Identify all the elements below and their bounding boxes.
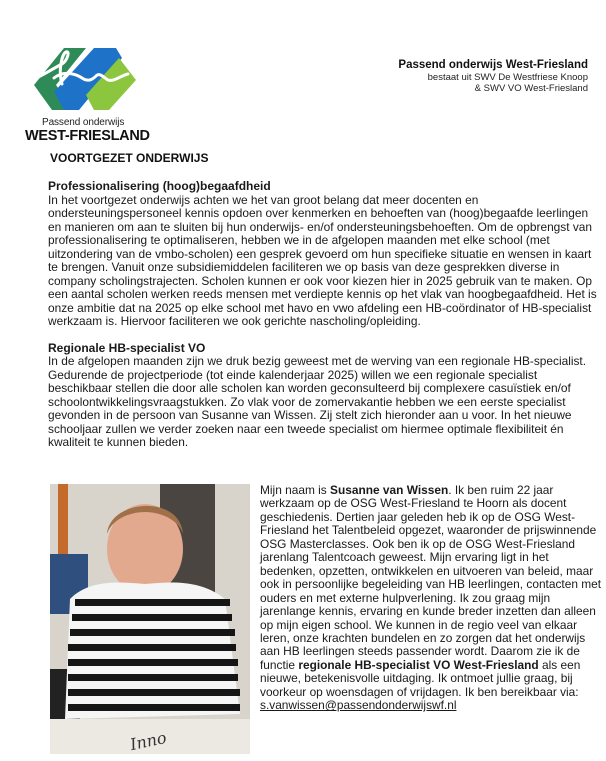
organization-line-1: bestaat uit SWV De Westfriese Knoop	[427, 72, 588, 83]
section-heading-professionalisering: Professionalisering (hoog)begaafdheid	[48, 179, 271, 193]
bio-intro: Mijn naam is	[260, 483, 331, 497]
main-content	[48, 180, 604, 450]
section-body-professionalisering: In het voortgezet onderwijs achten we het van groot belang dat meer docenten en ondersteuningspersoneel kennis opdoen over kenmerken en behoeften van (hoog)begaafde leerlingen en manieren om aan te sluiten bij hun onderwijs- en/of ondersteuningsbehoeften. Om de opbrengst van professionalisering te optimaliseren, hebben we in de afgelopen maanden met elke school (met uitzondering van de vmbo-scholen) een gesprek gevoerd om hun specifieke situatie en wensen in kaart te brengen. Vanuit onze subsidiemiddelen faciliteren we op basis van deze gesprekken diverse in company scholingstrajecten. Scholen kunnen er ook voor kiezen hier in 2025 gebruik van te maken. Op een aantal scholen werken reeds mensen met verdiepte kennis op het vlak van hoogbegaafdheid. Het is onze ambitie dat na 2025 op elke school met havo en vwo afdeling een HB-coördinator of HB-specialist werkzaam is. Hiervoor faciliteren we ook gerichte nascholing/opleiding.	[48, 192, 597, 328]
profile-bio	[260, 484, 606, 713]
bio-name: Susanne van Wissen	[330, 483, 449, 497]
organization-name: Passend onderwijs West-Friesland	[398, 59, 588, 71]
profile-photo	[50, 484, 250, 754]
section-title: VOORTGEZET ONDERWIJS	[50, 151, 209, 165]
section-body-hb-specialist: In de afgelopen maanden zijn we druk bezig geweest met de werving van een regionale HB-specialist. Gedurende de projectperiode (tot einde kalenderjaar 2025) willen we een regionale specialist beschikbaar stellen die door alle scholen kan worden geconsulteerd bij complexere casuïstiek en/of schoolontwikkelingsvraagstukken. Zo vlak voor de zomervakantie hebben we een eerste specialist gevonden in de persoon van Susanne van Wissen. Zij stelt zich hieronder aan u voor. In het nieuwe schooljaar zullen we verder zoeken naar een tweede specialist om hiermee optimale flexibiliteit én kwaliteit te kunnen bieden.	[48, 354, 587, 449]
passend-onderwijs-logo-icon	[24, 40, 139, 115]
bio-text-2: als een nieuwe, betekenisvolle uitdaging. Ik ontmoet jullie graag, bij voorkeur op woensdagen of vrijdagen. Ik ben bereikbaar via:	[260, 657, 581, 699]
svg-text:Inno: Inno	[128, 727, 169, 754]
section-heading-hb-specialist: Regionale HB-specialist VO	[48, 340, 206, 355]
logo-subtitle: Passend onderwijs	[42, 117, 125, 128]
portrait-image	[50, 484, 250, 754]
bio-role: regionale HB-specialist VO West-Friesland	[298, 657, 539, 672]
logo-title: WEST-FRIESLAND	[25, 128, 150, 144]
organization-line-2: & SWV VO West-Friesland	[474, 83, 588, 94]
bio-text-1: . Ik ben ruim 22 jaar werkzaam op de OSG West-Friesland te Hoorn als docent geschiedenis. Dertien jaar geleden heb ik op de OSG West-Friesland het Talentbeleid opgezet, waaronder de prijswinnende OSG Masterclasses. Ook ben ik op de OSG West-Friesland jarenlang Talentcoach geweest. Mijn ervaring ligt in het bedenken, opzetten, ontwikkelen en uitvoeren van beleid, maar ook in persoonlijke begeleiding van HB leerlingen, contacten met ouders en met externe hulpverlening. Ik zou graag mijn jarenlange kennis, ervaring en kunde breder inzetten dan alleen op mijn eigen school. We kunnen in de regio veel van elkaar leren, onze krachten bundelen en zo zorgen dat het onderwijs aan HB leerlingen steeds passender wordt. Daarom zie ik de functie	[260, 483, 602, 672]
email-link[interactable]: s.vanwissen@passendonderwijswf.nl	[260, 698, 457, 713]
organization-block	[398, 58, 588, 94]
